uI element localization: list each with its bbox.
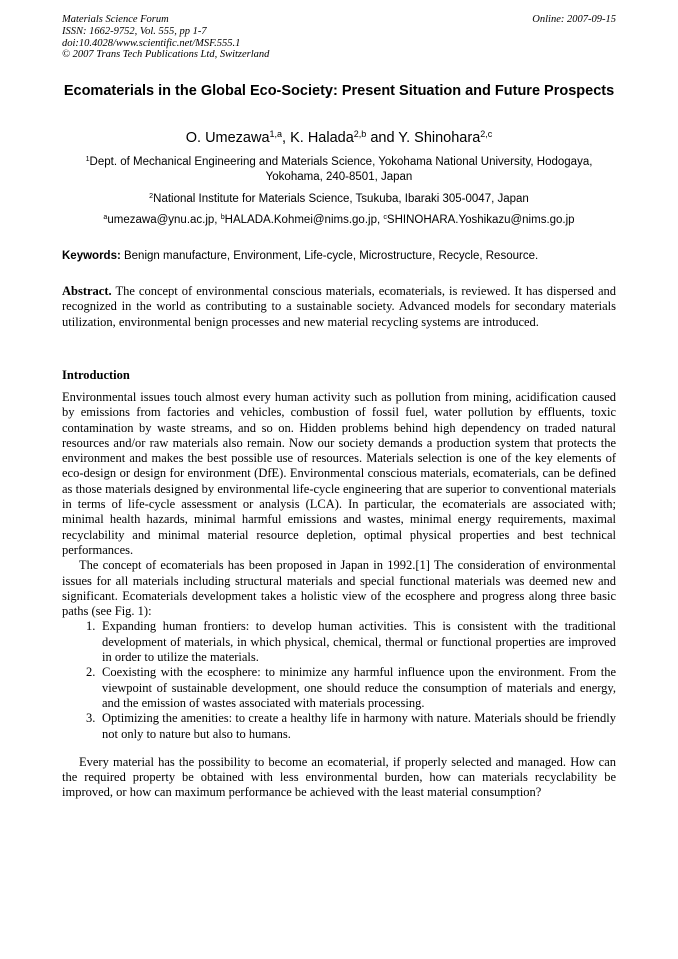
introduction-heading: Introduction <box>62 368 130 382</box>
email-mark: b <box>220 213 225 222</box>
list-text: Expanding human frontiers: to develop human activities. This is consistent with the traditional development of materials, in which physical, chemical, thermal or functional properties are improved in order to utilize the materials. <box>102 619 616 665</box>
author-separator: and <box>366 130 399 146</box>
list-item <box>62 711 616 742</box>
keywords-text: Benign manufacture, Environment, Life-cycle, Microstructure, Recycle, Resource. <box>120 250 539 262</box>
paragraph: Environmental issues touch almost every human activity such as pollution from mining, acidification caused by emissions from factories and vehicles, combustion of fossil fuel, water pollution by effluents, toxic contamination by waste streams, and so on. Hidden problems behind high dependency on traded natural resources and/or raw materials also remain. Now our society demands a production system that protects the environment and makes the best possible use of resources. Materials selection is one of the key elements of eco-design or design for environment (DfE). Environmental conscious materials, ecomaterials, can be defined as those materials designed by environmental life-cycle engineering that are superior to conventional materials in terms of life-cycle assessment or analysis (LCA). In particular, the ecomaterials are associated with; minimal health hazards, minimal harmful emissions and wastes, minimal energy requirements, maximal recyclability and minimal material resource depletion, optimal physical properties and best technical performances. <box>62 390 616 557</box>
keywords <box>62 249 616 264</box>
affiliation-text: National Institute for Materials Science, Tsukuba, Ibaraki 305-0047, Japan <box>153 193 529 205</box>
copyright-line: © 2007 Trans Tech Publications Ltd, Switzerland <box>62 49 270 61</box>
paper-title: Ecomaterials in the Global Eco-Society: Present Situation and Future Prospects <box>63 83 615 99</box>
email-mark: a <box>103 213 108 222</box>
journal-name: Materials Science Forum <box>62 14 169 25</box>
list-item <box>62 665 616 711</box>
author-name: K. Halada <box>290 130 354 146</box>
email-address[interactable]: HALADA.Kohmei@nims.go.jp, <box>224 214 384 226</box>
email-address[interactable]: SHINOHARA.Yoshikazu@nims.go.jp <box>386 214 575 226</box>
paragraph: The concept of ecomaterials has been proposed in Japan in 1992.[1] The consideration of environmental issues for all materials including structural materials and special functional materials was deemed new and significant. Ecomaterials development takes a holistic view of the ecosphere and progress along three basic paths (see Fig. 1): <box>62 558 616 619</box>
list-number: 1. <box>86 619 96 634</box>
list-number: 3. <box>86 711 96 726</box>
author-affiliation-mark: 1,a <box>269 129 283 140</box>
numbered-list <box>62 619 616 741</box>
affiliation-mark: 2 <box>149 192 154 201</box>
issn-line: ISSN: 1662-9752, Vol. 555, pp 1-7 <box>62 25 207 37</box>
abstract-label: Abstract. <box>62 284 112 298</box>
email-mark: c <box>383 213 387 222</box>
introduction-body <box>62 390 616 801</box>
publication-header <box>62 14 269 61</box>
email-address[interactable]: umezawa@ynu.ac.jp, <box>107 214 221 226</box>
author-name: Y. Shinohara <box>398 130 481 146</box>
list-text: Optimizing the amenities: to create a healthy life in harmony with nature. Materials should be friendly not only to nature but also to humans. <box>102 711 616 741</box>
author-affiliation-mark: 2,c <box>480 129 493 140</box>
paragraph-spacer <box>62 742 616 755</box>
keywords-label: Keywords: <box>62 250 121 262</box>
list-item <box>62 619 616 665</box>
list-number: 2. <box>86 665 96 680</box>
online-date: Online: 2007-09-15 <box>532 14 616 25</box>
affiliation-text: Dept. of Mechanical Engineering and Materials Science, Yokohama National University, Hodogaya, Yokohama, 240-8501, Japan <box>89 156 593 183</box>
author-list <box>62 129 616 147</box>
email-list <box>62 213 616 228</box>
doi-line: doi:10.4028/www.scientific.net/MSF.555.1 <box>62 37 241 49</box>
author-name: O. Umezawa <box>185 130 270 146</box>
list-text: Coexisting with the ecosphere: to minimize any harmful influence upon the environment. From the viewpoint of sustainable development, one should reduce the consumption of materials and energy, and the emission of wastes associated with materials processing. <box>102 665 616 710</box>
abstract <box>62 284 616 330</box>
affiliation-2 <box>62 192 616 207</box>
affiliation-1 <box>62 155 616 185</box>
affiliation-mark: 1 <box>85 155 90 164</box>
author-affiliation-mark: 2,b <box>353 129 367 140</box>
abstract-text: The concept of environmental conscious materials, ecomaterials, is reviewed. It has dispersed and recognized in the world as contributing to a sustainable society. Advanced models for secondary materials utilization, environmental benign processes and new material recycling systems are introduced. <box>62 284 616 329</box>
paragraph: Every material has the possibility to become an ecomaterial, if properly selected and managed. How can the required property be obtained with less environmental burden, how can materials recyclability be improved, or how can maximum performance be achieved with the least material consumption? <box>62 754 616 800</box>
author-separator: , <box>282 130 291 146</box>
